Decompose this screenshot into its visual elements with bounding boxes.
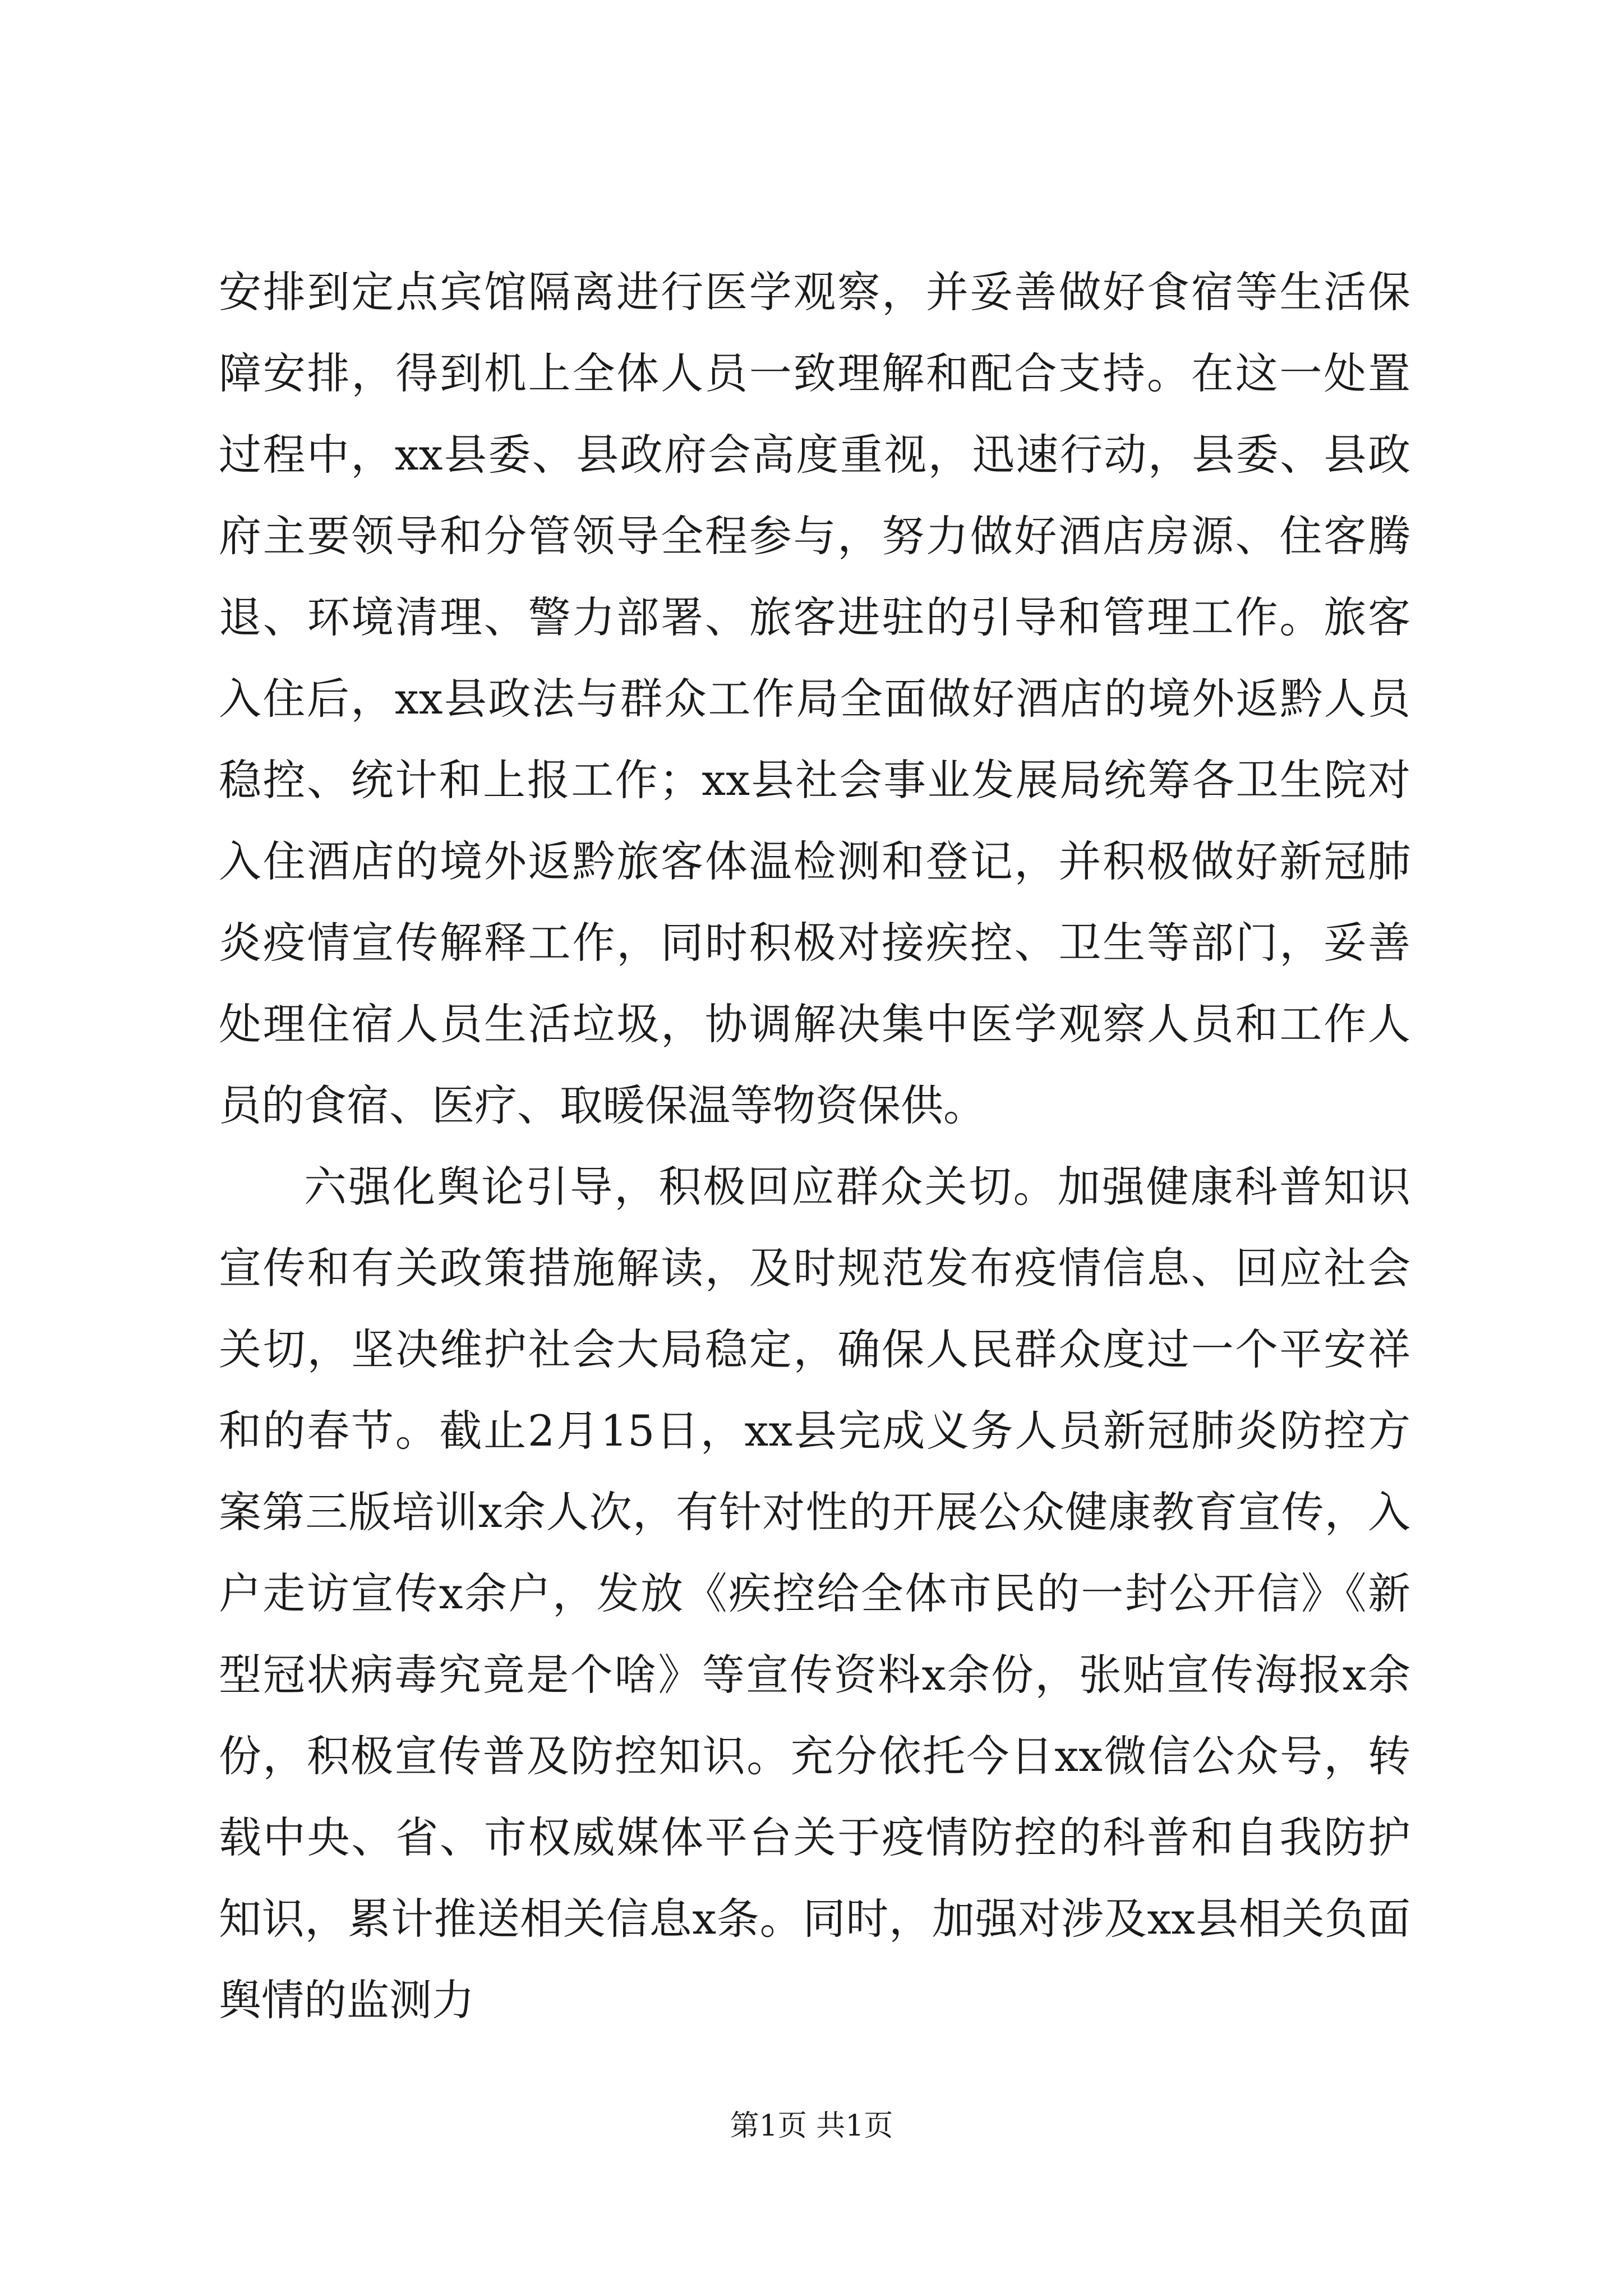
paragraph-continuation: 安排到定点宾馆隔离进行医学观察，并妥善做好食宿等生活保障安排，得到机上全体人员一致理解和配合支持。在这一处置过程中，xx县委、县政府会高度重视，迅速行动，县委、县政府主要领导和分管领导全程参与，努力做好酒店房源、住客腾退、环境清理、警力部署、旅客进驻的引导和管理工作。旅客入住后，xx县政法与群众工作局全面做好酒店的境外返黔人员稳控、统计和上报工作；xx县社会事业发展局统筹各卫生院对入住酒店的境外返黔旅客体温检测和登记，并积极做好新冠肺炎疫情宣传解释工作，同时积极对接疾控、卫生等部门，妥善处理住宿人员生活垃圾，协调解决集中医学观察人员和工作人员的食宿、医疗、取暖保温等物资保供。	[219, 267, 1410, 1130]
document-body	[219, 251, 1410, 2041]
page-footer: 第1页 共1页	[730, 2109, 893, 2143]
paragraph-section-six: 六强化舆论引导，积极回应群众关切。加强健康科普知识宣传和有关政策措施解读，及时规范发布疫情信息、回应社会关切，坚决维护社会大局稳定，确保人民群众度过一个平安祥和的春节。截止2月15日，xx县完成义务人员新冠肺炎防控方案第三版培训x余人次，有针对性的开展公众健康教育宣传，入户走访宣传x余户，发放《疾控给全体市民的一封公开信》《新型冠状病毒究竟是个啥》等宣传资料x余份，张贴宣传海报x余份，积极宣传普及防控知识。充分依托今日xx微信公众号，转载中央、省、市权威媒体平台关于疫情防控的科普和自我防护知识，累计推送相关信息x条。同时，加强对涉及xx县相关负面舆情的监测力	[219, 1162, 1410, 2025]
